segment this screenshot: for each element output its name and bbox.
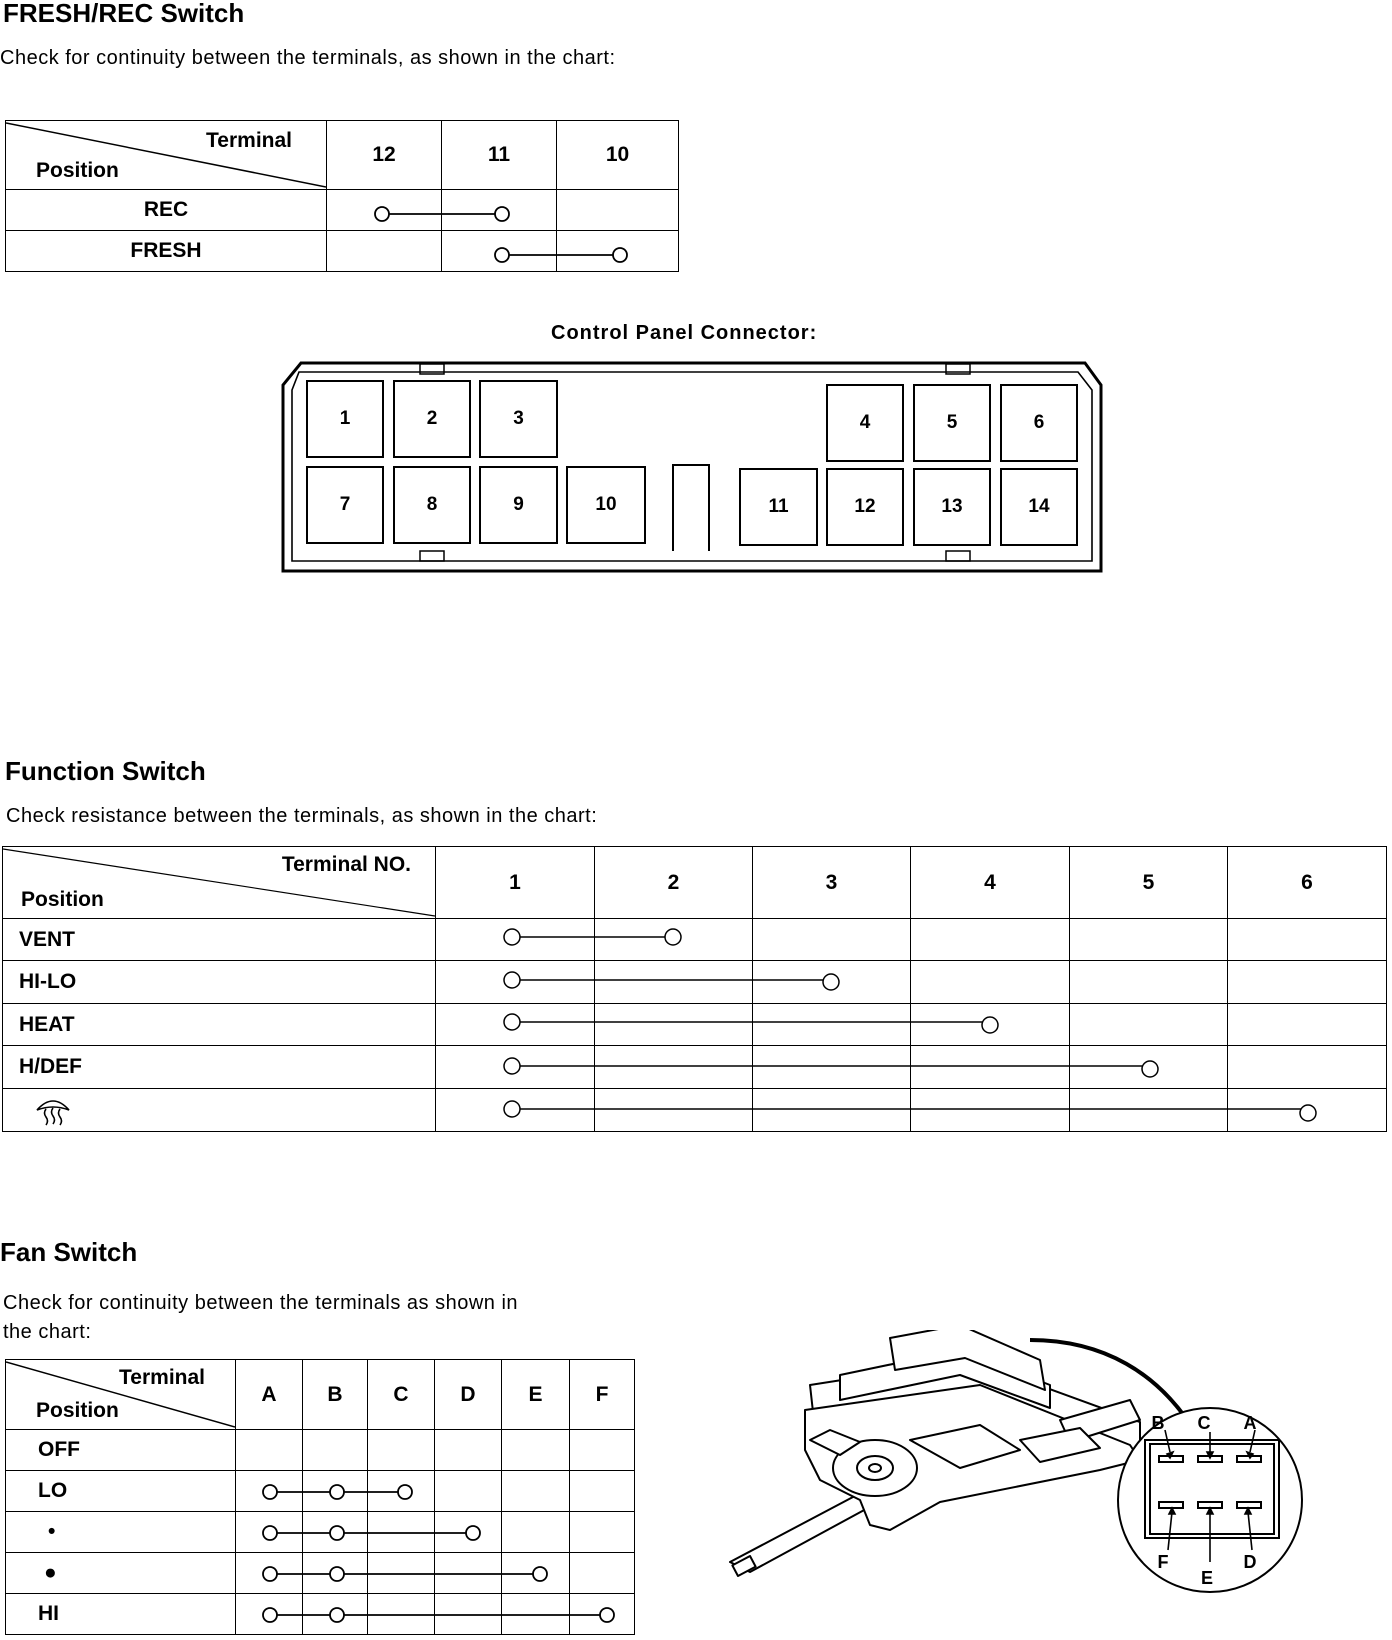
function-row-label: HI-LO	[3, 961, 436, 1004]
connector-pin-1: 1	[306, 380, 384, 458]
function-switch-table	[2, 846, 1387, 1132]
connector-label-b: B	[1151, 1413, 1165, 1433]
fan-terminal-a: A	[236, 1360, 303, 1430]
function-terminal-4: 4	[911, 847, 1070, 919]
function-switch-title: Function Switch	[5, 756, 206, 786]
fan-row-label: OFF	[6, 1430, 236, 1471]
fan-terminal-c: C	[368, 1360, 435, 1430]
fan-row-label: LO	[6, 1471, 236, 1512]
fan-switch-illustration	[720, 1330, 1380, 1640]
fan-terminal-f: F	[570, 1360, 635, 1430]
connector-label-d: D	[1243, 1552, 1257, 1572]
connector-pin-11: 11	[739, 468, 818, 546]
fresh-rec-row-label: FRESH	[6, 231, 327, 272]
terminal-no-heading: Terminal NO.	[281, 853, 411, 876]
fan-corner	[6, 1360, 236, 1430]
function-terminal-1: 1	[436, 847, 595, 919]
function-row-label: HEAT	[3, 1004, 436, 1046]
function-switch-instruction: Check resistance between the terminals, as shown in the chart:	[6, 805, 598, 827]
fresh-rec-corner	[6, 121, 327, 190]
connector-pin-7: 7	[306, 466, 384, 544]
connector-label-a: A	[1243, 1413, 1257, 1433]
connector-pin-12: 12	[826, 468, 904, 546]
connector-label-e: E	[1200, 1568, 1214, 1588]
function-corner	[3, 847, 436, 919]
connector-pin-13: 13	[913, 468, 991, 546]
function-row-label: VENT	[3, 919, 436, 961]
connector-pin-2: 2	[393, 380, 471, 458]
position-heading: Position	[36, 159, 119, 182]
connector-label-f: F	[1157, 1552, 1169, 1572]
fresh-rec-row-label: REC	[6, 190, 327, 231]
terminal-heading: Terminal	[206, 129, 292, 152]
function-terminal-5: 5	[1070, 847, 1228, 919]
function-terminal-2: 2	[595, 847, 753, 919]
fresh-rec-terminal-10: 10	[557, 121, 679, 190]
connector-label: Control Panel Connector:	[551, 322, 818, 344]
connector-label-c: C	[1197, 1413, 1211, 1433]
fresh-rec-title: FRESH/REC Switch	[3, 0, 245, 28]
fan-terminal-b: B	[303, 1360, 368, 1430]
fan-switch-title: Fan Switch	[0, 1237, 138, 1267]
fan-switch-instruction-line2: the chart:	[3, 1321, 92, 1343]
defrost-icon	[33, 1094, 73, 1126]
function-terminal-6: 6	[1228, 847, 1387, 919]
terminal-heading: Terminal	[119, 1366, 205, 1389]
fan-row-label: HI	[6, 1594, 236, 1635]
connector-pin-4: 4	[826, 384, 904, 462]
fresh-rec-table	[5, 120, 679, 272]
fan-row-label: •	[6, 1512, 236, 1553]
function-terminal-3: 3	[753, 847, 911, 919]
fresh-rec-instruction: Check for continuity between the terminals, as shown in the chart:	[0, 47, 616, 69]
fresh-rec-terminal-11: 11	[442, 121, 557, 190]
position-heading: Position	[21, 888, 104, 911]
connector-pin-5: 5	[913, 384, 991, 462]
fan-switch-table	[5, 1359, 635, 1635]
function-row-defrost	[3, 1089, 436, 1132]
connector-pin-8: 8	[393, 466, 471, 544]
connector-pin-10: 10	[566, 466, 646, 544]
position-heading: Position	[36, 1399, 119, 1422]
connector-pin-6: 6	[1000, 384, 1078, 462]
fan-terminal-e: E	[502, 1360, 570, 1430]
function-row-label: H/DEF	[3, 1046, 436, 1089]
fresh-rec-terminal-12: 12	[327, 121, 442, 190]
connector-pin-3: 3	[479, 380, 558, 458]
fan-row-label: ●	[6, 1553, 236, 1594]
connector-pin-9: 9	[479, 466, 558, 544]
fan-terminal-d: D	[435, 1360, 502, 1430]
connector-pin-14: 14	[1000, 468, 1078, 546]
fan-switch-instruction-line1: Check for continuity between the terminals as shown in	[3, 1292, 519, 1314]
